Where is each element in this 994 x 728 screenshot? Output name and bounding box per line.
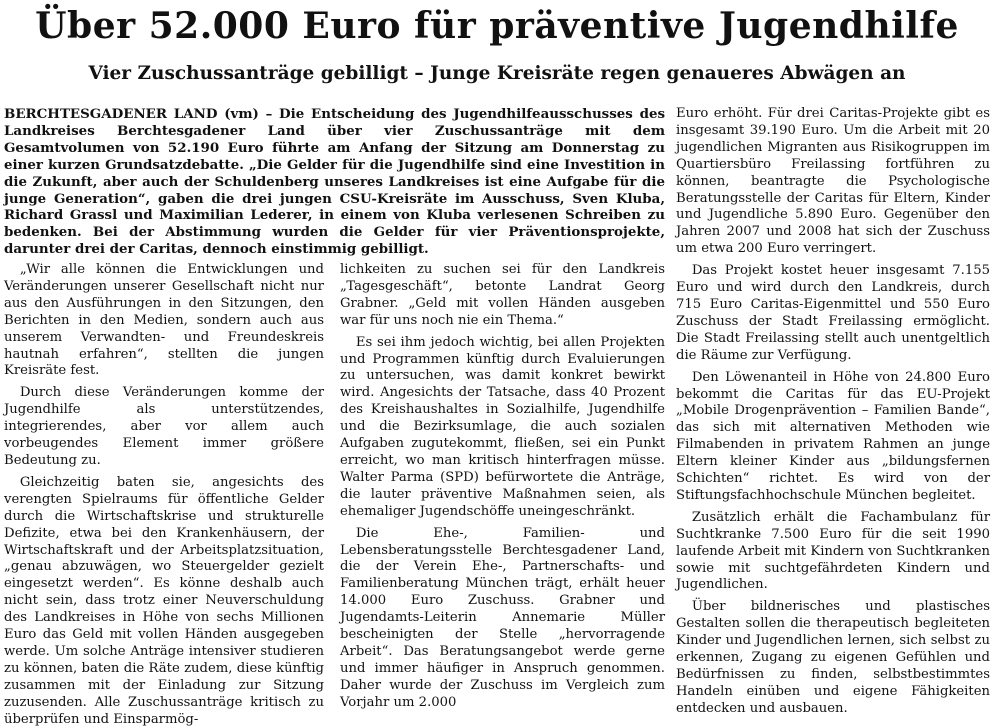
paragraph: Es sei ihm jedoch wichtig, bei allen Projekten und Programmen künftig durch Evaluierungen zu untersuchen, was damit konkret bewirkt wird. Angesichts der Tatsache, dass 40 Prozent des Kreishaushaltes in Sozialhilfe, Jugendhilfe und die Bezirksumlage, die auch sozialen Aufgaben zugutekommt, fließen, sei ein Punkt erreicht, wo man kritisch hinterfragen müsse. Walter Parma (SPD) befürwortete die Anträge, die lauter präventive Maßnahmen seien, als ehemaliger Jugendschöffe uneingeschränkt. bbox=[340, 334, 665, 519]
lead-text: Die Entscheidung des Jugendhilfeausschusses des Landkreises Berchtesgadener Land über vier Zuschussanträge mit dem Gesamtvolumen von 52.190 Euro führte am Anfang der Sitzung am Donnerstag zu einer kurzen Grundsatzdebatte. „Die Gelder für die Jugendhilfe sind eine Investition in die Zukunft, aber auch der Schuldenberg unseres Landkreises ist eine Aufgabe für die junge Generation“, gaben die drei jungen CSU-Kreisräte im Ausschuss, Sven Kluba, Richard Grassl und Maximilian Lederer, in einem von Kluba verlesenen Schreiben zu bedenken. Bei der Abstimmung wurden die Gelder für vier Präventionsprojekte, darunter drei der Caritas, dennoch einstimmig gebilligt. bbox=[4, 106, 665, 258]
paragraph: „Wir alle können die Entwicklungen und Veränderungen unserer Gesellschaft nicht nur aus den Ausführungen in den Sitzungen, den Berichten in den Medien, sondern auch aus unserem Verwandten- und Freundeskreis hautnah erfahren“, stellten die jungen Kreisräte fest. bbox=[4, 262, 324, 379]
paragraph: Durch diese Veränderungen komme der Jugendhilfe als unterstützendes, integrierendes, aber vor allem auch vorbeugendes Element immer größere Bedeutung zu. bbox=[4, 385, 324, 468]
paragraph: Die Ehe-, Familien- und Lebensberatungsstelle Berchtesgadener Land, die der Verein Ehe-, Partnerschafts- und Familienberatung München trägt, erhält heuer 14.000 Euro Zuschuss. Grabner und Jugendamts-Leiterin Annemarie Müller bescheinigten der Stelle „hervorragende Arbeit“. Das Beratungsangebot werde gerne und immer häufiger in Anspruch genommen. Daher wurde der Zuschuss im Vergleich zum Vorjahr um 2.000 bbox=[340, 525, 665, 710]
column-3 bbox=[676, 106, 990, 718]
lead-paragraph bbox=[4, 106, 665, 258]
dateline: BERCHTESGADENER LAND (vm) – bbox=[4, 106, 273, 122]
paragraph: Den Löwenanteil in Höhe von 24.800 Euro bekommt die Caritas für das EU-Projekt „Mobile Drogenprävention – Familien Bande“, das sich mit alternativen Methoden wie Filmabenden in privatem Rahmen an junge Eltern kleiner Kinder aus „bildungsfernen Schichten“ richtet. Es wird von der Stiftungsfachhochschule München begleitet. bbox=[676, 369, 990, 503]
column-2 bbox=[340, 262, 665, 712]
paragraph: Das Projekt kostet heuer insgesamt 7.155 Euro und wird durch den Landkreis, durch 715 Euro Caritas-Eigenmittel und 550 Euro Zuschuss der Stadt Freilassing ermöglicht. Die Stadt Freilassing stellt auch unentgeltlich die Räume zur Verfügung. bbox=[676, 263, 990, 363]
column-1 bbox=[4, 262, 324, 728]
paragraph-continuation: lichkeiten zu suchen sei für den Landkreis „Tagesgeschäft“, betonte Landrat Georg Grabner. „Geld mit vollen Händen ausgeben war für uns noch nie ein Thema.“ bbox=[340, 262, 665, 328]
paragraph: Über bildnerisches und plastisches Gestalten sollen die therapeutisch begleiteten Kinder und Jugendlichen lernen, sich selbst zu erkennen, Zugang zu eigenen Gefühlen und Bedürfnissen zu finden, selbstbestimmtes Handeln einüben und eigene Fähigkeiten entdecken und ausbauen. bbox=[676, 599, 990, 716]
subheadline: Vier Zuschussanträge gebilligt – Junge Kreisräte regen genaueres Abwägen an bbox=[88, 63, 906, 84]
paragraph: Zusätzlich erhält die Fachambulanz für Suchtkranke 7.500 Euro für die seit 1990 laufende Arbeit mit Kindern von Suchtkranken sowie mit suchtgefährdeten Kindern und Jugendlichen. bbox=[676, 509, 990, 593]
headline: Über 52.000 Euro für präventive Jugendhilfe bbox=[35, 5, 959, 47]
paragraph: Gleichzeitig baten sie, angesichts des verengten Spielraums für öffentliche Gelder durch die Wirtschaftskrise und strukturelle Defizite, etwa bei den Krankenhäusern, der Wirtschaftskraft und der Arbeitsplatzsituation, „genau abzuwägen, wo Steuergelder gezielt eingesetzt werden“. Es könne deshalb auch nicht sein, dass trotz einer Neuverschuldung des Landkreises in Höhe von sechs Millionen Euro das Geld mit vollen Händen ausgegeben werde. Um solche Anträge intensiver studieren zu können, baten die Räte zudem, diese künftig zusammen mit der Einladung zur Sitzung zuzusenden. Alle Zuschussanträge kritisch zu überprüfen und Einsparmög- bbox=[4, 474, 324, 727]
paragraph-continuation: Euro erhöht. Für drei Caritas-Projekte gibt es insgesamt 39.190 Euro. Um die Arbeit mit 20 jugendlichen Migranten aus Risikogruppen im Quartiersbüro Freilassing fortführen zu können, beantragte die Psychologische Beratungsstelle der Caritas für Eltern, Kinder und Jugendliche 5.890 Euro. Gegenüber den Jahren 2007 und 2008 hat sich der Zuschuss um etwa 200 Euro verringert. bbox=[676, 106, 990, 257]
